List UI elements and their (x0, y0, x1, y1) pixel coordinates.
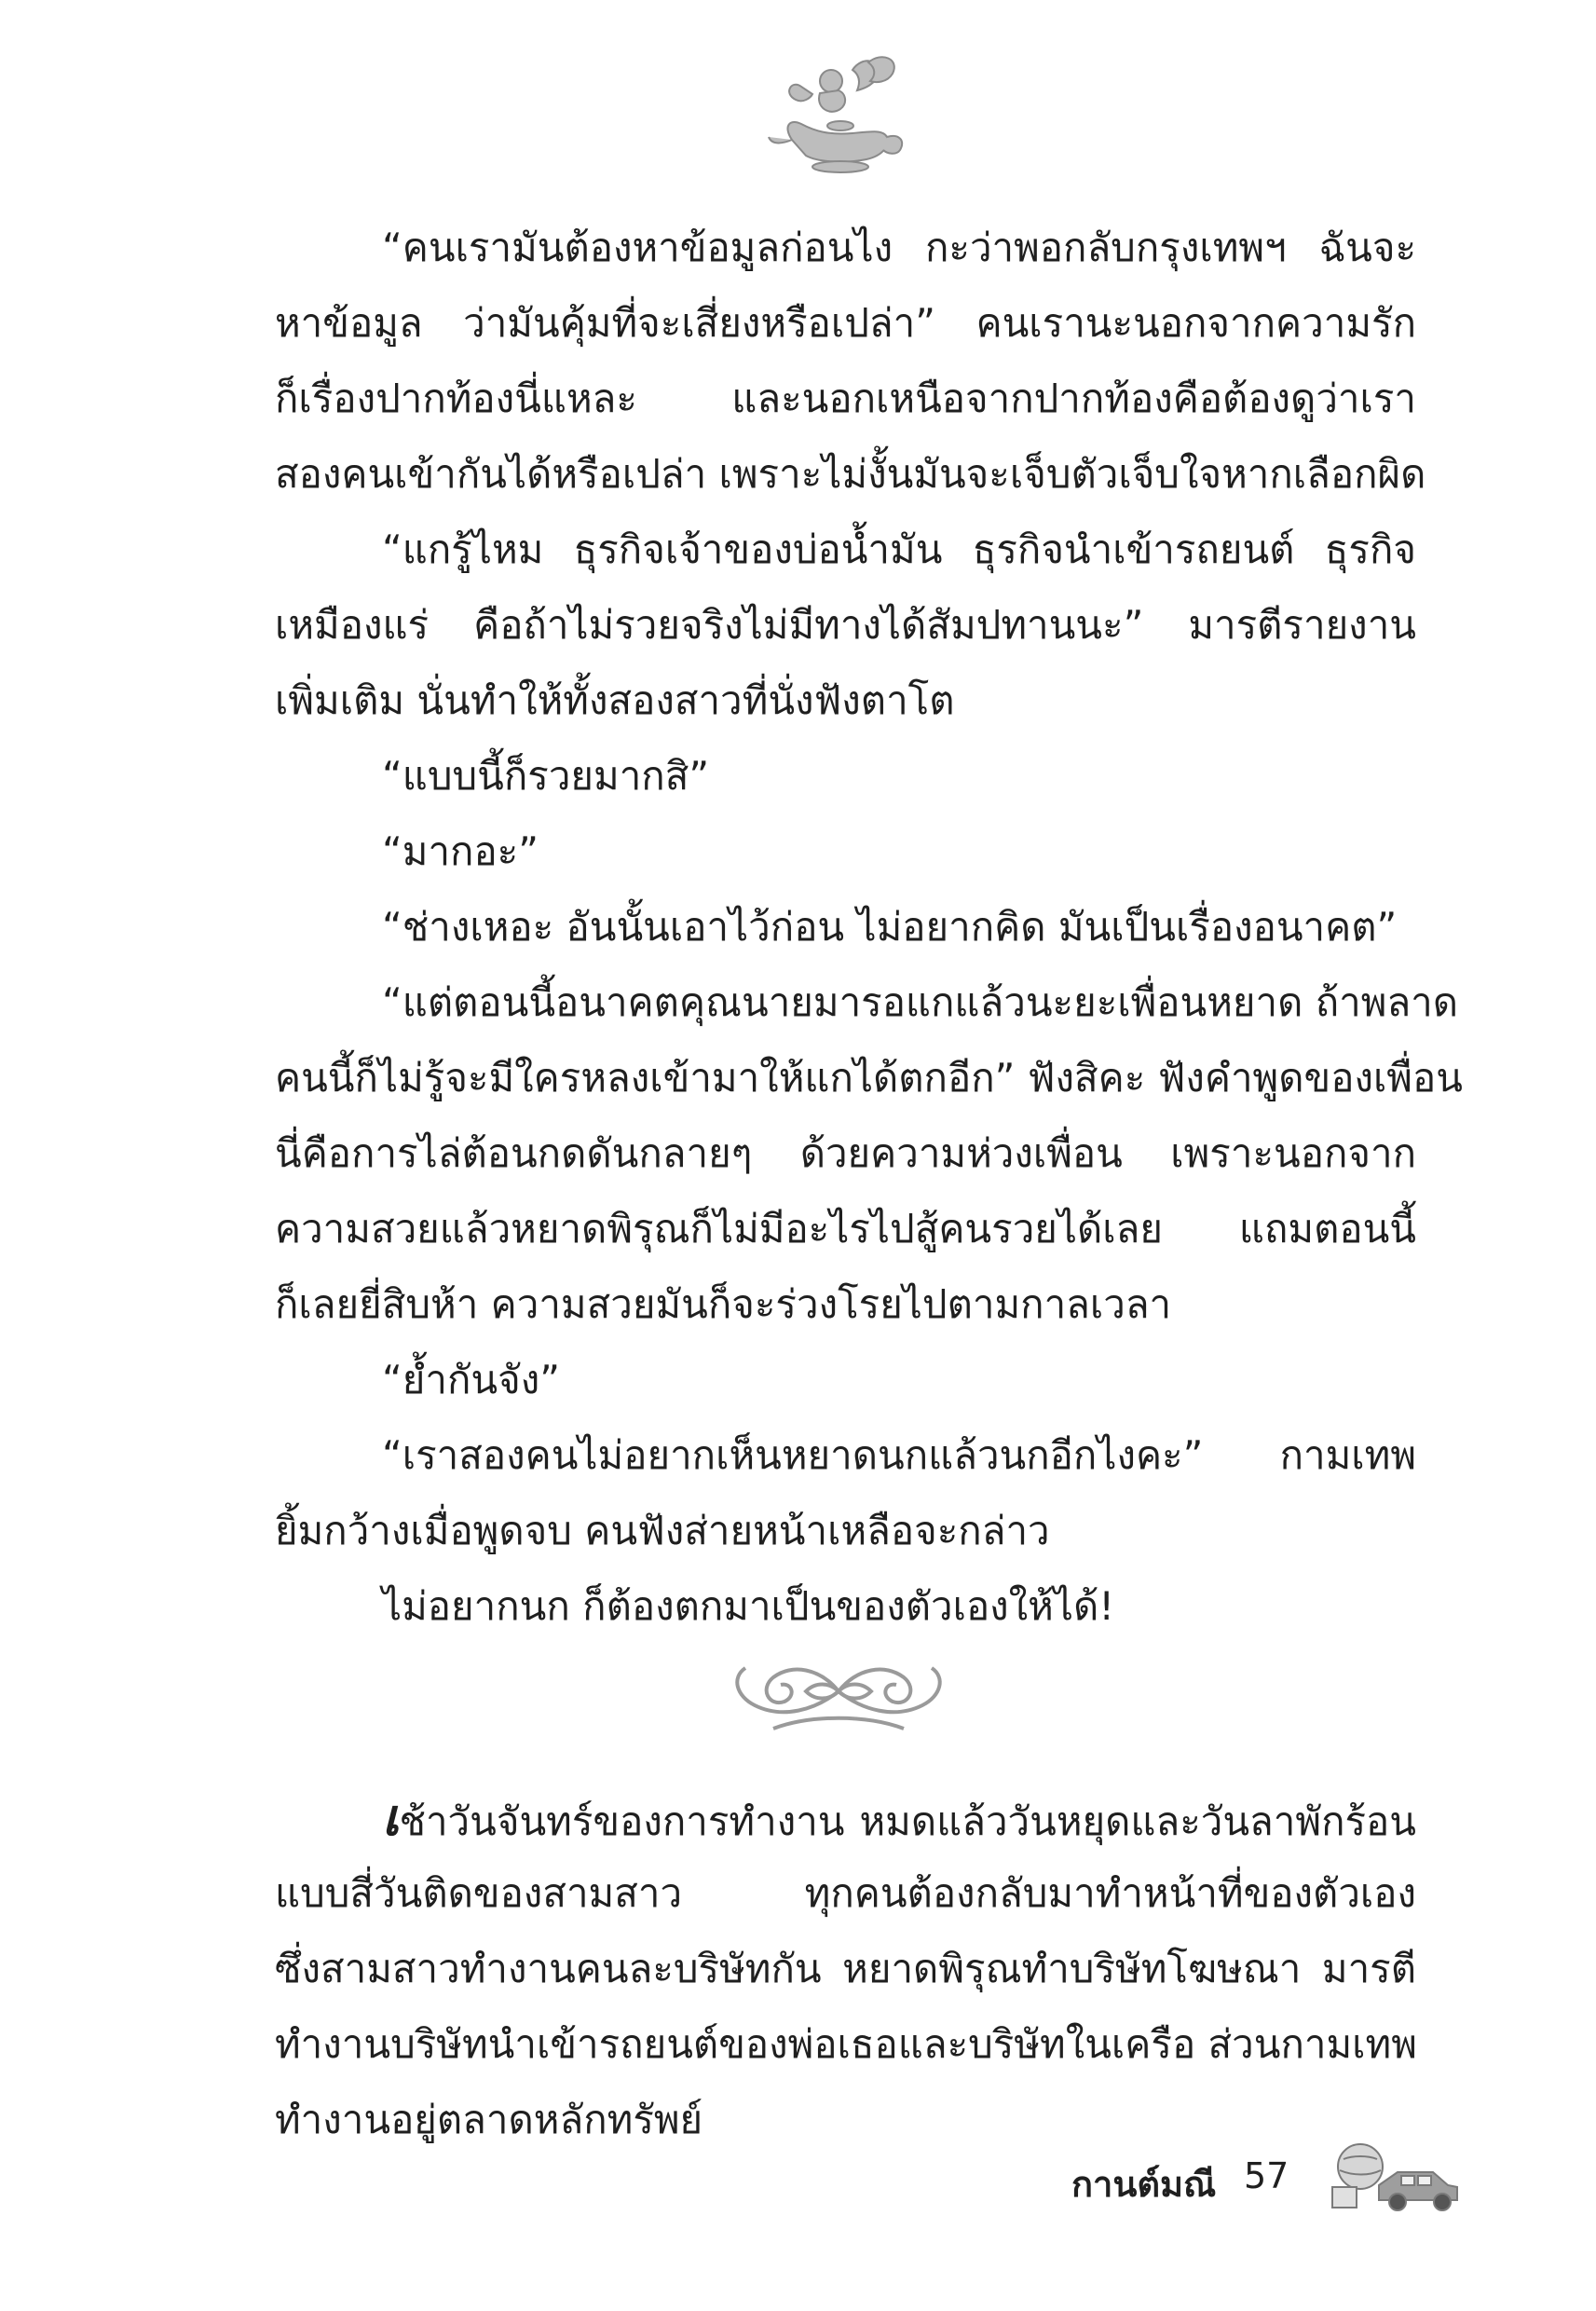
text-line: ยิ้มกว้างเมื่อพูดจบ คนฟังส่ายหน้าเหลือจะกล่าว (275, 1508, 1050, 1553)
text-line: “แกรู้ไหม ธุรกิจเจ้าของบ่อน้ำมัน ธุรกิจนำเข้ารถยนต์ ธุรกิจ (382, 526, 1416, 572)
text-line: “มากอะ” (382, 828, 539, 874)
text-line: ไม่อยากนก ก็ต้องตกมาเป็นของตัวเองให้ได้! (382, 1583, 1115, 1629)
page-footer (1071, 2139, 1463, 2213)
text-line: สองคนเข้ากันได้หรือเปล่า เพราะไม่งั้นมันจะเจ็บตัวเจ็บใจหากเลือกผิด (275, 451, 1426, 497)
text-line: ก็เรื่องปากท้องนี่แหละ และนอกเหนือจากปากท้องคือต้องดูว่าเรา (275, 376, 1416, 421)
text-line: ทำงานอยู่ตลาดหลักทรัพย์ (275, 2097, 703, 2142)
toy-car-with-globe-icon (1323, 2139, 1463, 2213)
text-line: ความสวยแล้วหยาดพิรุณก็ไม่มีอะไรไปสู้คนรวยได้เลย แถมตอนนี้ (275, 1206, 1416, 1251)
text-line: หาข้อมูล ว่ามันคุ้มที่จะเสี่ยงหรือเปล่า” คนเรานะนอกจากความรัก (275, 300, 1416, 346)
page-number: 57 (1244, 2155, 1289, 2196)
text-line: ก็เลยยี่สิบห้า ความสวยมันก็จะร่วงโรยไปตามกาลเวลา (275, 1281, 1172, 1327)
body-text-part-two (275, 1780, 1416, 2157)
text-line: ซึ่งสามสาวทำงานคนละบริษัทกัน หยาดพิรุณทำบริษัทโฆษณา มารตี (275, 1946, 1416, 1991)
text-line: ทำงานบริษัทนำเข้ารถยนต์ของพ่อเธอและบริษัทในเครือ ส่วนกามเทพ (275, 2021, 1417, 2067)
text-line: “ย้ำกันจัง” (382, 1357, 560, 1402)
angel-on-teapot-icon (764, 51, 913, 191)
text-line: “ช่างเหอะ อันนั้นเอาไว้ก่อน ไม่อยากคิด มันเป็นเรื่องอนาคต” (382, 904, 1398, 950)
scroll-flourish-icon (717, 1640, 960, 1743)
body-text-part-one (275, 210, 1463, 1644)
text-line: แบบสี่วันติดของสามสาว ทุกคนต้องกลับมาทำหน้าที่ของตัวเอง (275, 1870, 1416, 1916)
text-line: คนนี้ก็ไม่รู้จะมีใครหลงเข้ามาให้แกได้ตกอีก” ฟังสิคะ ฟังคำพูดของเพื่อน (275, 1055, 1463, 1101)
text-line: “แต่ตอนนี้อนาคตคุณนายมารอแกแล้วนะยะเพื่อนหยาด ถ้าพลาด (382, 979, 1459, 1025)
chapter-opening-line (275, 1780, 1416, 1855)
opening-line-text: ช้าวันจันทร์ของการทำงาน หมดแล้ววันหยุดและวันลาพักร้อน (399, 1798, 1416, 1844)
drop-cap: เ (382, 1787, 400, 1847)
text-line: “แบบนี้ก็รวยมากสิ” (382, 753, 710, 799)
text-line: นี่คือการไล่ต้อนกดดันกลายๆ ด้วยความห่วงเพื่อน เพราะนอกจาก (275, 1130, 1416, 1176)
text-line: “เราสองคนไม่อยากเห็นหยาดนกแล้วนกอีกไงคะ” กามเทพ (382, 1432, 1416, 1478)
text-line: เหมืองแร่ คือถ้าไม่รวยจริงไม่มีทางได้สัมปทานนะ” มารตีรายงาน (275, 602, 1416, 648)
author-name: กานต์มณี (1071, 2164, 1217, 2205)
text-line: เพิ่มเติม นั่นทำให้ทั้งสองสาวที่นั่งฟังตาโต (275, 677, 955, 723)
text-line: “คนเรามันต้องหาข้อมูลก่อนไง กะว่าพอกลับกรุงเทพฯ ฉันจะ (382, 225, 1416, 270)
